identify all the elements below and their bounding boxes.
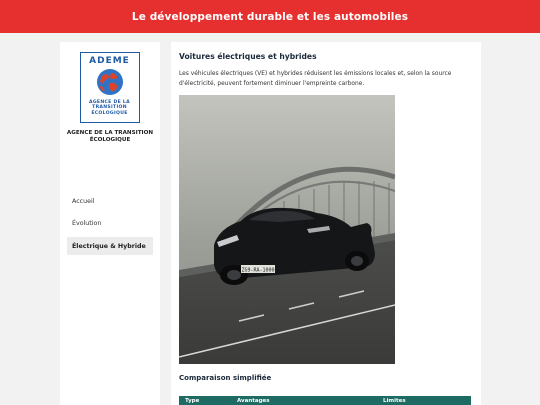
page-title: Le développement durable et les automobiles — [131, 10, 409, 23]
intro-paragraph: Les véhicules électriques (VE) et hybrides réduisent les émissions locales et, selon la source d'électricité, peuvent fortement diminuer l'empreinte carbone. — [179, 71, 452, 87]
top-header — [0, 0, 540, 33]
logo-wordmark: ADEME — [89, 56, 130, 66]
organization-name: AGENCE DE LA TRANSITION ÉCOLOGIQUE — [66, 130, 154, 143]
comparison-table-header — [179, 396, 471, 405]
logo-subtitle: AGENCE DE LA TRANSITION ÉCOLOGIQUE — [88, 100, 131, 116]
electric-car-photo — [179, 95, 395, 364]
sidebar-item-electrique-hybride[interactable]: Électrique & Hybride — [67, 237, 153, 255]
main-content — [171, 42, 481, 405]
table-header-avantages: Avantages — [237, 398, 270, 404]
section-title: Voitures électriques et hybrides — [179, 52, 317, 61]
sidebar-item-accueil[interactable]: Accueil — [72, 197, 95, 205]
globe-icon — [96, 68, 124, 96]
ademe-logo[interactable] — [80, 52, 140, 123]
license-plate: ZG9-RA-1000 — [241, 267, 275, 274]
sidebar-item-evolution[interactable]: Évolution — [72, 220, 102, 227]
table-header-limites: Limites — [383, 398, 406, 404]
sidebar — [60, 42, 160, 405]
sidebar-nav — [67, 192, 153, 260]
comparison-title: Comparaison simplifiée — [179, 374, 272, 382]
table-header-type: Type — [185, 398, 200, 404]
